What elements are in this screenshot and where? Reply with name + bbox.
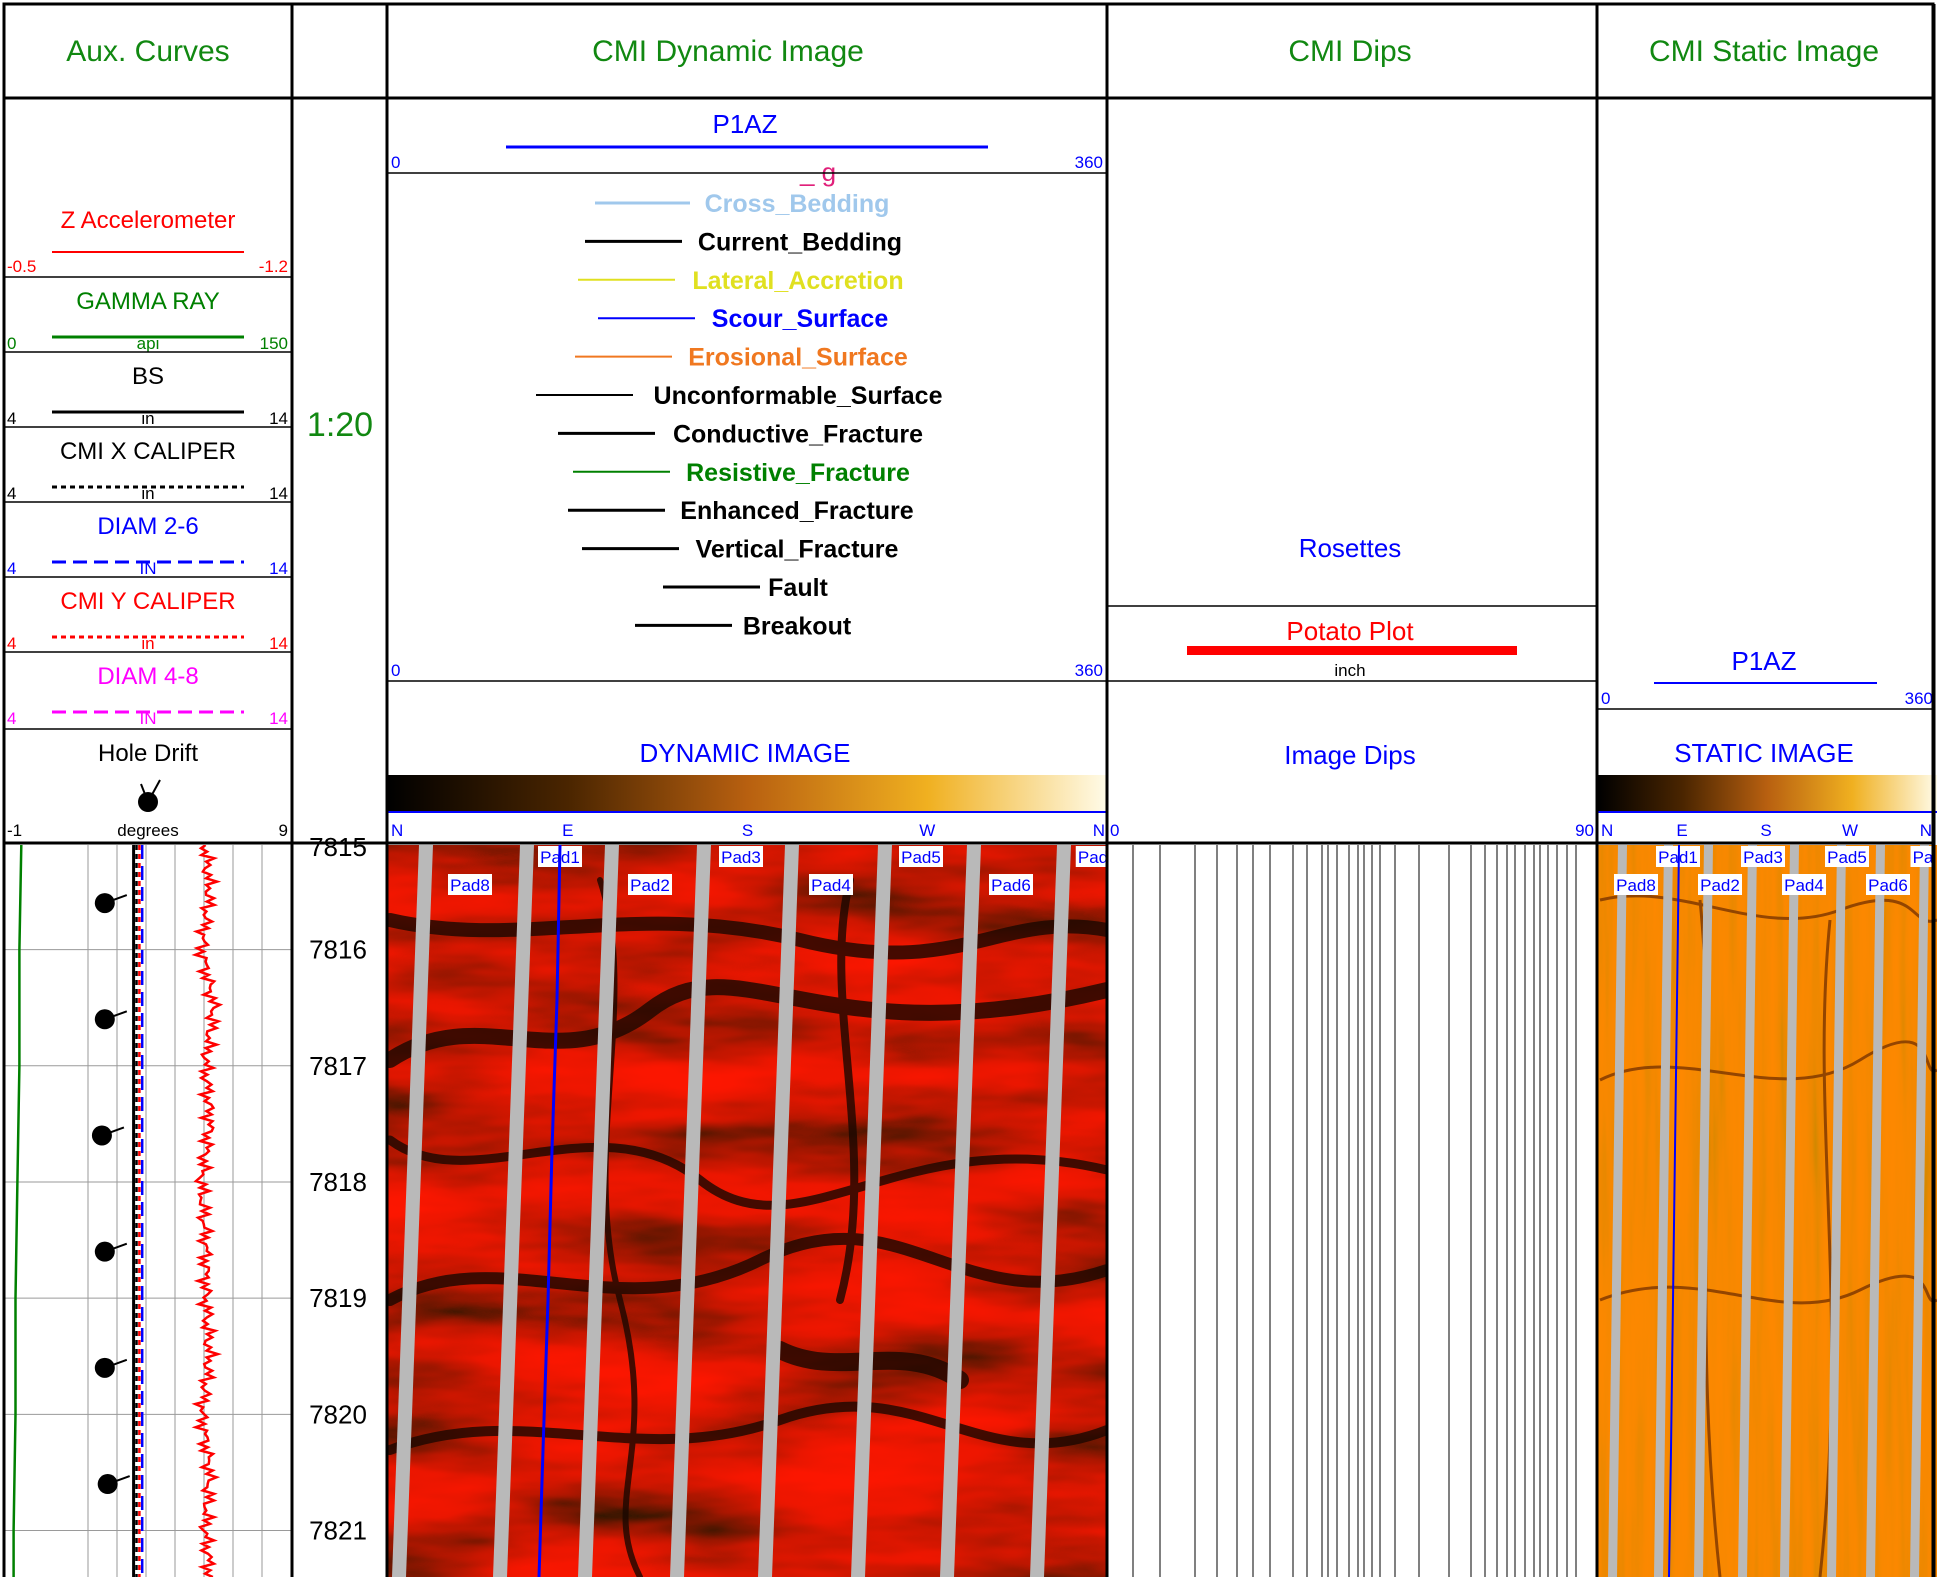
aux-header-unit: in (141, 484, 155, 503)
image-dips-max: 90 (1575, 821, 1594, 840)
dynamic-p1az-name: P1AZ (712, 109, 778, 139)
aux-header-max: 14 (269, 709, 288, 728)
aux-header-max: 14 (269, 559, 288, 578)
dip-legend-max: 360 (1074, 661, 1103, 680)
pad-label-text: Pad2 (630, 876, 670, 895)
dynamic-p1az-min: 0 (391, 153, 401, 172)
pad-label-text: Pad8 (450, 876, 490, 895)
aux-header-name: Z Accelerometer (60, 207, 236, 234)
legend-label: Scour_Surface (711, 305, 889, 334)
compass-s: S (741, 821, 754, 840)
legend-label: Erosional_Surface (688, 343, 908, 372)
aux-header-min: -0.5 (7, 257, 37, 276)
pad-label (1825, 846, 1869, 867)
image-dips-label: Image Dips (1284, 740, 1416, 770)
compass-n: N (1601, 821, 1614, 840)
compass-e: E (562, 821, 574, 840)
pad-label (899, 846, 943, 867)
dip-legend-min: 0 (391, 661, 401, 680)
aux-header-unit: api (136, 334, 160, 353)
pad-label-text: Pad (1077, 848, 1109, 867)
pad-label (1076, 846, 1111, 867)
legend-unconformable-surface (536, 382, 943, 410)
aux-header-diam-2-6 (7, 513, 288, 578)
depth-label: 7819 (309, 1283, 367, 1314)
dip-legend-clipped-entry: _ g (800, 157, 837, 187)
pad-label-text: Pad4 (1784, 876, 1824, 895)
aux-header-bs (7, 363, 288, 428)
legend-lateral-accretion (578, 267, 904, 295)
aux-track-title: Aux. Curves (66, 35, 230, 68)
dips-grid (1133, 845, 1576, 1577)
compass-n: N (1919, 821, 1932, 840)
aux-header-diam-4-8 (7, 663, 288, 728)
pad-label (989, 874, 1033, 895)
pad-label-text: Pa (1912, 848, 1934, 867)
aux-header-min: 4 (7, 709, 17, 728)
pad-label (628, 874, 672, 895)
pad-label-text: Pad5 (901, 848, 941, 867)
legend-label: Current_Bedding (697, 228, 903, 257)
pad-label (1614, 874, 1658, 895)
aux-header-max: 14 (269, 409, 288, 428)
static-colorbar (1598, 775, 1937, 812)
aux-header-max: 150 (259, 334, 288, 353)
pad-label (448, 874, 492, 895)
aux-header-unit: in (141, 409, 155, 428)
pad-label-text: Pad5 (1827, 848, 1867, 867)
compass-e: E (1676, 821, 1688, 840)
static-p1az-max: 360 (1904, 689, 1933, 708)
pad-label (1866, 874, 1910, 895)
aux-header-unit: IN (139, 559, 157, 578)
pad-label (809, 874, 853, 895)
pad-label-text: Pad6 (991, 876, 1031, 895)
hole-drift-symbol (138, 780, 160, 812)
pad-label (719, 846, 763, 867)
compass-s: S (1760, 821, 1772, 840)
legend-label: Fault (768, 574, 828, 602)
aux-header-cmi-y-caliper (7, 588, 288, 653)
legend-fault (663, 574, 829, 602)
pad-label (1782, 874, 1826, 895)
pad-label-text: Pad6 (1868, 876, 1908, 895)
static-compass-labels (1601, 821, 1932, 840)
pad-label (1698, 874, 1742, 895)
dynamic-p1az-header (391, 109, 1103, 172)
legend-label: Cross_Bedding (704, 190, 890, 218)
static-p1az-name: P1AZ (1731, 646, 1797, 676)
legend-resistive-fracture (573, 459, 910, 487)
depth-label: 7817 (309, 1050, 367, 1081)
depth-label: 7821 (309, 1515, 367, 1546)
curve-gamma-ray (14, 845, 22, 1577)
hole-drift-min: -1 (7, 821, 23, 840)
depth-labels (309, 832, 367, 1546)
dynamic-image-body (388, 845, 1107, 1577)
aux-header-min: 4 (7, 634, 17, 653)
dip-legend-items (536, 190, 943, 640)
pad-label-text: Pad3 (1743, 848, 1783, 867)
aux-header-name: GAMMA RAY (76, 288, 220, 315)
dynamic-image-label: DYNAMIC IMAGE (639, 738, 851, 768)
aux-header-name: DIAM 2-6 (97, 513, 199, 540)
legend-current-bedding (585, 228, 902, 256)
aux-curve-headers (7, 207, 288, 728)
hole-drift-tadpole (95, 1358, 127, 1378)
aux-depth-gridlines (4, 950, 292, 1531)
dynamic-colorbar (388, 775, 1107, 812)
static-p1az-header (1601, 646, 1933, 708)
hole-drift-tadpole (95, 893, 127, 913)
compass-w: W (1841, 821, 1859, 840)
legend-cross-bedding (595, 190, 889, 218)
depth-scale: 1:20 (306, 406, 374, 444)
aux-header-name: CMI Y CALIPER (60, 588, 236, 615)
aux-header-unit: in (141, 634, 155, 653)
aux-header-max: 14 (269, 484, 288, 503)
hole-drift-name: Hole Drift (97, 740, 199, 767)
aux-grid (88, 845, 262, 1577)
legend-breakout (635, 612, 852, 640)
aux-header-name: DIAM 4-8 (97, 663, 199, 690)
aux-header-name: BS (131, 363, 165, 390)
compass-w: W (919, 821, 936, 840)
depth-label-partial: 7815 (309, 832, 367, 862)
potato-plot-bar (1187, 646, 1517, 655)
hole-drift-max: 9 (278, 821, 288, 840)
dynamic-compass-labels (391, 821, 1105, 840)
static-image-body (1598, 845, 1937, 1577)
potato-plot-unit: inch (1334, 661, 1366, 680)
aux-header-max: 14 (269, 634, 288, 653)
aux-header-cmi-x-caliper (7, 438, 288, 503)
aux-header-gamma-ray (7, 288, 288, 353)
legend-conductive-fracture (558, 420, 923, 448)
pad-label-text: Pad1 (540, 848, 580, 867)
rosettes-label: Rosettes (1298, 533, 1402, 563)
legend-label: Resistive_Fracture (686, 458, 910, 487)
hole-drift-tadpole (98, 1474, 130, 1494)
hole-drift-tadpole (92, 1125, 124, 1145)
dynamic-track-title: CMI Dynamic Image (592, 35, 864, 68)
aux-header-name: CMI X CALIPER (59, 438, 237, 465)
static-track-title: CMI Static Image (1648, 35, 1880, 68)
hole-drift-header (7, 740, 288, 840)
aux-header-min: 4 (7, 409, 17, 428)
dips-track-title: CMI Dips (1288, 35, 1412, 68)
hole-drift-unit: degrees (117, 821, 179, 840)
static-image-label: STATIC IMAGE (1674, 738, 1854, 768)
image-dips-min: 0 (1110, 821, 1120, 840)
pad-label-text: Pad3 (721, 848, 761, 867)
pad-label (1741, 846, 1785, 867)
depth-label: 7818 (309, 1166, 367, 1197)
dip-legend (391, 157, 1103, 680)
potato-plot-label: Potato Plot (1286, 616, 1414, 646)
legend-label: Unconformable_Surface (653, 382, 943, 410)
pad-label-text: Pad8 (1616, 876, 1656, 895)
legend-label: Conductive_Fracture (672, 420, 924, 449)
legend-label: Lateral_Accretion (692, 266, 904, 295)
aux-header-min: 4 (7, 559, 17, 578)
aux-header-min: 4 (7, 484, 17, 503)
compass-n: N (391, 821, 404, 840)
legend-label: Enhanced_Fracture (680, 497, 914, 526)
legend-label: Breakout (742, 612, 852, 641)
pad-label-text: Pad1 (1658, 848, 1698, 867)
depth-label: 7820 (309, 1399, 367, 1430)
legend-label: Vertical_Fracture (695, 535, 899, 564)
pad-label-text: Pad4 (811, 876, 851, 895)
aux-header-max: -1.2 (258, 257, 288, 276)
aux-header-z-accelerometer (7, 207, 288, 276)
depth-label: 7816 (309, 934, 367, 965)
hole-drift-tadpole (95, 1242, 127, 1262)
legend-erosional-surface (575, 344, 908, 372)
aux-header-min: 0 (7, 334, 17, 353)
legend-enhanced-fracture (568, 497, 914, 525)
curve-z-accelerometer (195, 845, 220, 1577)
compass-n: N (1092, 821, 1105, 840)
hole-drift-tadpole (95, 1009, 127, 1029)
pad-label-text: Pad2 (1700, 876, 1740, 895)
aux-header-unit: IN (139, 709, 157, 728)
dynamic-p1az-max: 360 (1074, 153, 1103, 172)
static-p1az-min: 0 (1601, 689, 1611, 708)
legend-scour-surface (598, 305, 888, 333)
legend-vertical-fracture (582, 536, 899, 564)
